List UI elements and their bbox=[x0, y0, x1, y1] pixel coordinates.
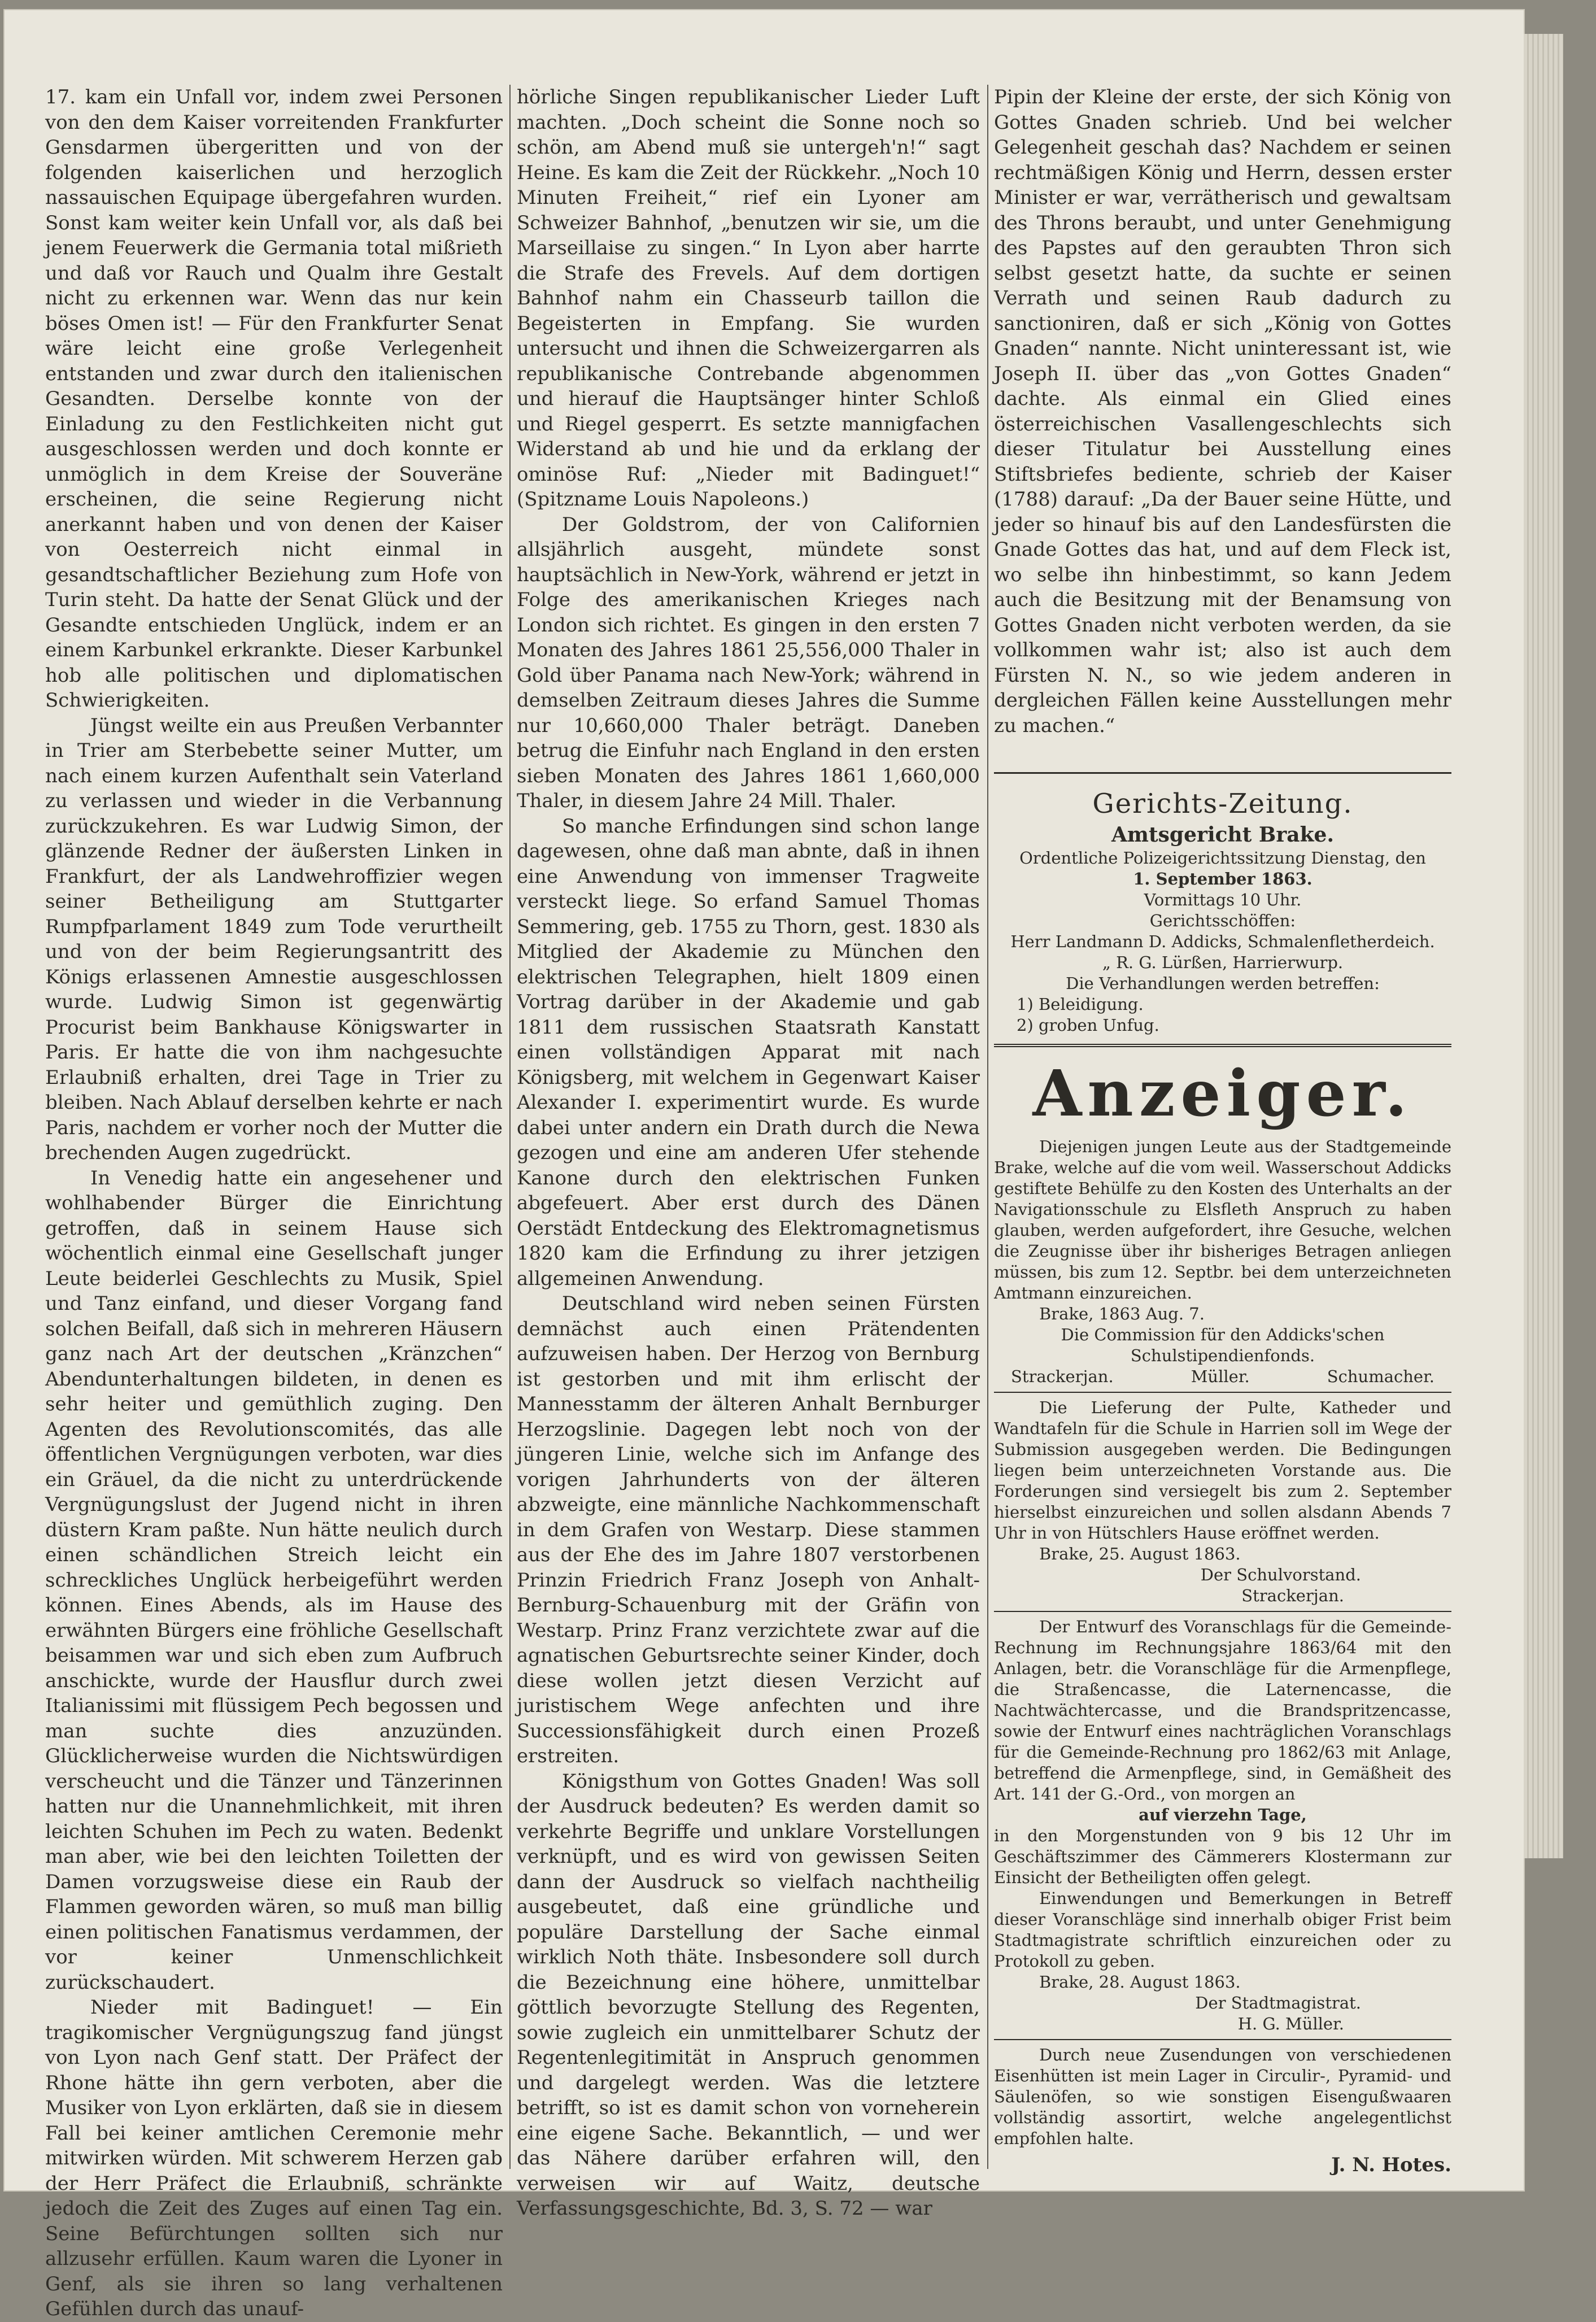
signatory: Strackerjan. bbox=[1011, 1366, 1114, 1386]
ad-text: Der Entwurf des Voranschlags für die Gemeinde-Rechnung im Rechnungsjahre 1863/64 mit den Anlagen, betr. die Voranschläge für die Armenpflege, die Straßencasse, die Laternencasse, die Nachtwächtercasse, und die Brandspritzencasse, sowie der Entwurf eines nachträglichen Voranschlags für die Gemeinde-Rechnung pro 1862/63 mit Anlage, betreffend die Armenpflege, sind, in Gemäßheit des Art. 141 der G.-Ord., von morgen an bbox=[994, 1617, 1451, 1803]
article-paragraph: Nieder mit Badinguet! — Ein tragikomischer Vergnügungszug fand jüngst von Lyon nach Genf statt. Der Präfect der Rhone hätte ihn gern verboten, aber die Musiker von Lyon erklärten, daß sie in diesem Fall bei keiner amtlichen Ceremonie mehr mitwirken würden. Mit schwerem Herzen gab der Herr Präfect die Erlaubniß, schränkte jedoch die Zeit des Zuges auf einen Tag ein. Seine Befürchtungen sollten sich nur allzusehr erfüllen. Kaum waren die Lyoner in Genf, als sie ihren so lang verhaltenen Gefühlen durch das unauf- bbox=[45, 1996, 503, 2320]
juror-1: Herr Landmann D. Addicks, Schmalenfletherdeich. bbox=[1010, 931, 1435, 951]
ad-divider bbox=[994, 1392, 1451, 1393]
article-paragraph: So manche Erfindungen sind schon lange dagewesen, ohne daß man abnte, daß in ihnen eine Anwendung von immenser Tragweite versteckt liege. So erfand Samuel Thomas Semmering, geb. 1755 zu Thorn, gest. 1830 als Mitglied der Akademie zu München den elektrischen Telegraphen, hielt 1809 einen Vortrag darüber in der Akademie und gab 1811 dem russischen Staatsrath Kanstatt einen vollständigen Apparat mit nach Königsberg, mit welchem in Gegenwart Kaiser Alexander I. experimentirt wurde. Es wurde dabei unter andern ein Drath durch die Newa gezogen und eine am anderen Ufer stehende Kanone durch den elektrischen Funken abgefeuert. Aber erst durch des Dänen Oerstädt Entdeckung des Elektromagnetismus 1820 kam die Erfindung zu ihrer jetzigen allgemeinen Anwendung. bbox=[517, 814, 980, 1290]
column-rule-2 bbox=[987, 85, 988, 2169]
ad-text: Durch neue Zusendungen von verschiedenen Eisenhütten ist mein Lager in Circulir-, Pyramid- und Säulenöfen, so wie sonstigen Eisengußwaaren vollständig assortirt, welche angelegentlichst empfohlen halte. bbox=[994, 2045, 1451, 2148]
advertisement bbox=[994, 1617, 1451, 2035]
advertisement bbox=[994, 1397, 1451, 1606]
article-paragraph: Pipin der Kleine der erste, der sich König von Gottes Gnaden schrieb. Und bei welcher Gelegenheit geschah das? Nachdem er seinen rechtmäßigen König und Herrn, dessen erster Minister er war, verrätherisch und gewaltsam des Throns beraubt, und unter Genehmigung des Papstes auf den geraubten Thron sich selbst gesetzt hatte, da suchte er seinen Verrath und seinen Raub dadurch zu sanctioniren, daß er sich „König von Gottes Gnaden“ nannte. Nicht uninteressant ist, wie Joseph II. über das „von Gottes Gnaden“ dachte. Als einmal ein Glied eines österreichischen Vasallengeschlechts sich dieser Titulatur bei Ausstellung eines Stiftsbriefes bediente, schrieb der Kaiser (1788) darauf: „Da der Bauer seine Hütte, und jeder so hinauf bis auf den Landesfürsten die Gnade Gottes das hat, und auf dem Fleck ist, wo selbe ihn hinbestimmt, so kann Jedem auch die Besitzung mit der Benamsung von Gottes Gnaden nicht verboten werden, da sie vollkommen wahr ist; also ist auch dem Fürsten N. N., so wie jedem anderen in dergleichen Fällen keine Ausstellungen mehr zu machen.“ bbox=[994, 86, 1451, 737]
ad-divider bbox=[994, 2039, 1451, 2040]
ad-date: Brake, 28. August 1863. bbox=[1039, 1972, 1241, 1992]
court-title: Gerichts-Zeitung. bbox=[1092, 788, 1353, 820]
article-paragraph: Königsthum von Gottes Gnaden! Was soll der Ausdruck bedeuten? Es werden damit so verkehrte Begriffe und unklare Vorstellungen verknüpft, und es wird von gewissen Seiten dann der Ausdruck so vielfach nachtheilig ausgebeutet, daß eine gründliche und populäre Darstellung der Sache einmal wirklich Noth thäte. Insbesondere soll durch die Bezeichnung eine höhere, unmittelbar göttlich bevorzugte Stellung des Regenten, sowie zugleich ein unmittelbarer Schutz der Regentenlegitimität in Anspruch genommen und dargelegt werden. Was die letztere betrifft, so ist es damit schon von vorneherein eine eigene Sache. Bekanntlich, — und wer das Nähere darüber erfahren will, den verweisen wir auf Waitz, deutsche Verfassungsgeschichte, Bd. 3, S. 72 — war bbox=[517, 1770, 980, 2220]
section-divider bbox=[994, 772, 1451, 774]
ad-signature: H. G. Müller. bbox=[1237, 2014, 1344, 2033]
ad-signature: Die Commission für den Addicks'schen Schulstipendienfonds. bbox=[1061, 1325, 1385, 1365]
proceedings-label: Die Verhandlungen werden betreffen: bbox=[1066, 973, 1380, 993]
article-paragraph: In Venedig hatte ein angesehener und wohlhabender Bürger die Einrichtung getroffen, daß in seinem Hause sich wöchentlich einmal eine Gesellschaft junger Leute beiderlei Geschlechts zu Musik, Spiel und Tanz einfand, und dieser Vorgang fand solchen Beifall, daß sich in mehreren Häusern ganz nach Art der deutschen „Kränzchen“ Abendunterhaltungen bildeten, in denen es sehr heiter und gemüthlich zuging. Den Agenten des Revolutionscomités, das alle öffentlichen Vergnügungen verboten, war dies ein Gräuel, da die nicht zu unterdrückende Vergnügungslust der Jugend nicht in ihren düstern Kram paßte. Nun hätte neulich durch einen schändlichen Streich leicht ein schreckliches Unglück herbeigeführt werden können. Eines Abends, als im Hause des erwähnten Bürgers eine fröhliche Gesellschaft beisammen war und sich eben zum Aufbruch anschickte, wurde der Hausflur durch zwei Italianissimi mit flüssigem Pech begossen und man suchte dies anzuzünden. Glücklicherweise wurden die Nichtswürdigen verscheucht und die Tänzer und Tänzerinnen hatten nur die Unannehmlichkeit, mit ihren leichten Schuhen im Pech zu waten. Bedenkt man aber, wie bei den leichten Toiletten der Damen vorzugsweise diese ein Raub der Flammen geworden wären, so muß man billig einen politischen Fanatismus verdammen, der vor keiner Unmenschlichkeit zurückschaudert. bbox=[45, 1166, 503, 1994]
ad-text: Einwendungen und Bemerkungen in Betreff dieser Voranschläge sind innerhalb obiger Frist beim Stadtmagistrate schriftlich einzureichen oder zu Protokoll zu geben. bbox=[994, 1888, 1451, 1971]
court-time: Vormittags 10 Uhr. bbox=[1144, 890, 1302, 909]
column-rule-1 bbox=[509, 85, 511, 2169]
advertisement bbox=[994, 2045, 1451, 2176]
ad-text: Diejenigen jungen Leute aus der Stadtgemeinde Brake, welche auf die vom weil. Wasserschout Addicks gestiftete Behülfe zu den Kosten des Unterhalts an der Navigationsschule zu Elsfleth Anspruch zu haben glauben, werden aufgefordert, ihre Gesuche, welchen die Zeugnisse über ihr bisheriges Betragen anliegen müssen, bis zum 12. Septbr. bei dem unterzeichneten Amtmann einzureichen. bbox=[994, 1136, 1451, 1302]
article-paragraph: Deutschland wird neben seinen Fürsten demnächst auch einen Prätendenten aufzuweisen haben. Der Herzog von Bernburg ist gestorben und mit ihm erlischt der Mannesstamm der älteren Anhalt Bernburger Herzogslinie. Dagegen lebt noch von der jüngeren Linie, welche sich im Anfange des vorigen Jahrhunderts von der älteren abzweigte, eine männliche Nachkommenschaft in dem Grafen von Westarp. Diese stammen aus der Ehe des im Jahre 1807 verstorbenen Prinzin Friedrich Franz Joseph von Anhalt-Bernburg-Schauenburg mit der Gräfin von Westarp. Prinz Franz verzichtete zwar auf die agnatischen Geburtsrechte seiner Kinder, doch diese wollen jetzt diesen Verzicht auf juristischem Wege anfechten und ihre Successionsfähigkeit durch einen Prozeß erstreiten. bbox=[517, 1292, 980, 1767]
ad-divider bbox=[994, 1611, 1451, 1612]
column-3 bbox=[994, 85, 1451, 2176]
column-2 bbox=[517, 85, 980, 2220]
court-section bbox=[994, 785, 1451, 1036]
signatory: Müller. bbox=[1191, 1366, 1250, 1386]
ad-signatories bbox=[994, 1366, 1451, 1387]
court-session: Ordentliche Polizeigerichtssitzung Dienstag, den bbox=[1019, 848, 1426, 868]
article-paragraph: Der Goldstrom, der von Californien allsjährlich ausgeht, mündete sonst hauptsächlich in New-York, während er jetzt in Folge des amerikanischen Krieges nach London sich richtet. Es gingen in den ersten 7 Monaten des Jahres 1861 25,556,000 Thaler in Gold über Panama nach New-York; während in demselben Zeitraum dieses Jahres die Summe nur 10,660,000 Thaler beträgt. Daneben betrug die Einfuhr nach England in den ersten sieben Monaten des Jahres 1861 1,660,000 Thaler, in diesem Jahre 24 Mill. Thaler. bbox=[517, 513, 980, 812]
court-date: 1. September 1863. bbox=[1133, 869, 1312, 888]
signatory: Schumacher. bbox=[1327, 1366, 1434, 1386]
proceeding-item: 1) Beleidigung. bbox=[1017, 994, 1144, 1014]
page-stack-edge bbox=[1524, 34, 1563, 1858]
ad-text: Die Lieferung der Pulte, Katheder und Wandtafeln für die Schule in Harrien soll im Wege der Submission ausgegeben werden. Die Bedingungen liegen beim unterzeichneten Vorstande aus. Die Forderungen sind versiegelt bis zum 2. September hierselbst einzureichen und sollen alsdann Abends 7 Uhr in von Hütschlers Hause eröffnet werden. bbox=[994, 1397, 1451, 1543]
column-1 bbox=[45, 85, 503, 2320]
section-divider bbox=[994, 1044, 1451, 1047]
proceedings-list bbox=[994, 994, 1451, 1036]
ad-text: in den Morgenstunden von 9 bis 12 Uhr im Geschäftszimmer des Cämmerers Klostermann zur Einsicht der Betheiligten offen gelegt. bbox=[994, 1826, 1451, 1887]
advertisement bbox=[994, 1136, 1451, 1387]
juror-2: „ R. G. Lürßen, Harrierwurp. bbox=[1102, 952, 1344, 972]
ad-date: Brake, 25. August 1863. bbox=[1039, 1544, 1241, 1563]
article-paragraph: hörliche Singen republikanischer Lieder Luft machten. „Doch scheint die Sonne noch so schön, am Abend muß sie untergeh'n!“ sagt Heine. Es kam die Zeit der Rückkehr. „Noch 10 Minuten Freiheit,“ rief ein Lyoner am Schweizer Bahnhof, „benutzen wir sie, um die Marseillaise zu singen.“ In Lyon aber harrte die Strafe des Frevels. Auf dem dortigen Bahnhof nahm ein Chasseurb taillon die Begeisterten in Empfang. Sie wurden untersucht und ihnen die Schweizergarren als republikanische Contrebande abgenommen und hierauf die Hauptsänger hinter Schloß und Riegel gesperrt. Es setzte mannigfachen Widerstand ab und hie und da erklang der ominöse Ruf: „Nieder mit Badinguet!“ (Spitzname Louis Napoleons.) bbox=[517, 86, 980, 511]
article-paragraph: Jüngst weilte ein aus Preußen Verbannter in Trier am Sterbebette seiner Mutter, um nach einem kurzen Aufenthalt sein Vaterland zu verlassen und wieder in die Verbannung zurückzukehren. Es war Ludwig Simon, der glänzende Redner der äußersten Linken in Frankfurt, der als Landwehroffizier wegen seiner Betheiligung am Stuttgarter Rumpfparlament 1849 zum Tode verurtheilt und von der beim Regierungsantritt des Königs erlassenen Amnestie ausgeschlossen wurde. Ludwig Simon ist gegenwärtig Procurist beim Bankhause Königswarter in Paris. Er hatte die von ihm nachgesuchte Erlaubniß erhalten, drei Tage in Trier zu bleiben. Nach Ablauf derselben kehrte er nach Paris, nachdem er vorher noch der Mutter die brechenden Augen zugedrückt. bbox=[45, 714, 503, 1164]
ad-signature: Der Schulvorstand. bbox=[1200, 1565, 1361, 1584]
ad-signature: Strackerjan. bbox=[1241, 1585, 1344, 1605]
article-paragraph: 17. kam ein Unfall vor, indem zwei Personen von den dem Kaiser vorreitenden Frankfurter Gensdarmen übergeritten und von der folgenden kaiserlichen und herzoglich nassauischen Equipage übergefahren wurden. Sonst kam weiter kein Unfall vor, als daß bei jenem Feuerwerk die Germania total mißrieth und daß vor Rauch und Qualm ihre Gestalt nicht zu erkennen war. Wenn das nur kein böses Omen ist! — Für den Frankfurter Senat wäre leicht eine große Verlegenheit entstanden und zwar durch den italienischen Gesandten. Derselbe konnte von der Einladung zu den Festlichkeiten nicht gut ausgeschlossen werden und doch konnte er unmöglich in dem Kreise der Souveräne erscheinen, die seine Regierung nicht anerkannt haben und von denen der Kaiser von Oesterreich nicht einmal in gesandtschaftlicher Beziehung zum Hofe von Turin steht. Da hatte der Senat Glück und der Gesandte entschieden Unglück, indem er an einem Karbunkel erkrankte. Dieser Karbunkel hob alle politischen und diplomatischen Schwierigkeiten. bbox=[45, 86, 503, 712]
jurors-label: Gerichtsschöffen: bbox=[1149, 910, 1296, 930]
ad-signature: Der Stadtmagistrat. bbox=[1195, 1993, 1361, 2012]
ad-emphasis: auf vierzehn Tage, bbox=[1139, 1805, 1307, 1824]
ad-signature: J. N. Hotes. bbox=[1331, 2153, 1451, 2176]
proceeding-item: 2) groben Unfug. bbox=[1017, 1015, 1159, 1035]
court-subtitle: Amtsgericht Brake. bbox=[1111, 823, 1334, 847]
ad-date: Brake, 1863 Aug. 7. bbox=[1039, 1304, 1205, 1323]
anzeiger-title: Anzeiger. bbox=[1032, 1056, 1413, 1131]
